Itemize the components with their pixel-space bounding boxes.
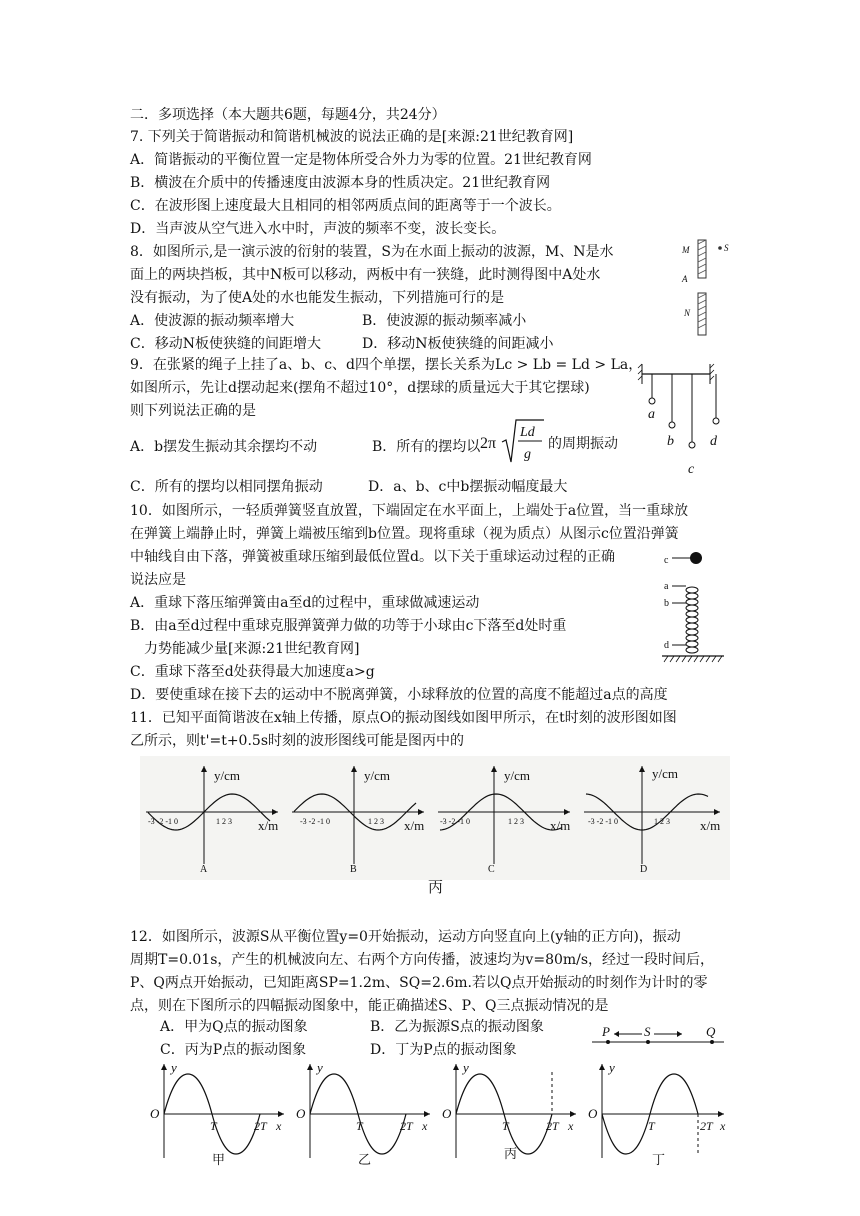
wave-graph-c xyxy=(434,760,580,880)
q10-option-b-line2: 力势能减少量[来源:21世纪教育网] xyxy=(144,641,360,657)
wave-b-ticks-pos: 1 2 3 xyxy=(368,817,384,826)
q8-option-b: B．使波源的振动频率减小 xyxy=(362,313,527,329)
graph-yi-x: x xyxy=(422,1119,428,1133)
q7-option-c: C．在波形图上速度最大且相同的相邻两质点间的距离等于一个波长。 xyxy=(130,198,561,214)
graph-jia-y: y xyxy=(171,1060,177,1075)
vibration-graphs xyxy=(146,1058,732,1168)
graph-ding-caption: 丁 xyxy=(652,1152,666,1167)
q7-option-b: B．横波在介质中的传播速度由波源本身的性质决定。21世纪教育网 xyxy=(130,175,551,191)
psq-line-figure xyxy=(588,1022,728,1052)
wave-d-ticks-pos: 1 2 3 xyxy=(654,817,670,826)
wave-graph-d xyxy=(580,760,730,880)
spring-c-label: c xyxy=(664,555,669,566)
q8-stem-line2: 面上的两块挡板，其中N板可以移动，两板中有一狭缝，此时测得图中A处水 xyxy=(130,267,601,283)
graph-bing-origin: O xyxy=(442,1106,452,1121)
wave-c-ticks-neg: -3 -2 -1 0 xyxy=(440,817,470,826)
q10-option-a: A．重球下落压缩弹簧由a至d的过程中，重球做减速运动 xyxy=(130,595,480,611)
q12-stem-line2: 周期T=0.01s，产生的机械波向左、右两个方向传播，波速均为v=80m/s，经过一段时间后， xyxy=(130,952,715,968)
graph-bing-x: x xyxy=(568,1119,574,1133)
q10-stem-line4: 说法应是 xyxy=(130,572,186,588)
q10-option-c: C．重球下落至d处获得最大加速度a>g xyxy=(130,664,375,680)
q10-option-b-line1: B．由a至d过程中重球克服弹簧弹力做的功等于小球由c下落至d处时重 xyxy=(130,618,567,634)
point-s-label: S xyxy=(644,1024,651,1039)
graph-yi-2t: 2T xyxy=(400,1119,413,1133)
q8-option-d: D．移动N板使狭缝的间距减小 xyxy=(362,336,554,352)
q12-option-a: A．甲为Q点的振动图象 xyxy=(160,1019,308,1035)
spring-figure xyxy=(658,548,730,670)
wave-b-y-label: y/cm xyxy=(364,768,390,783)
q9-stem-line3: 则下列说法正确的是 xyxy=(130,403,256,419)
graph-jia-origin: O xyxy=(150,1106,160,1121)
label-m: M xyxy=(682,245,690,255)
graph-bing-t: T xyxy=(502,1119,509,1133)
wave-d-x-label: x/m xyxy=(700,818,721,833)
graph-bing-caption: 丙 xyxy=(504,1146,518,1161)
wave-c-panel-label: C xyxy=(488,864,495,875)
wave-graph-a xyxy=(142,760,288,880)
q11-stem-line2: 乙所示，则t'=t+0.5s时刻的波形图线可能是图丙中的 xyxy=(130,733,465,749)
label-s: S xyxy=(724,243,729,253)
q8-stem-line3: 没有振动，为了使A处的水也能发生振动，下列措施可行的是 xyxy=(130,290,505,306)
wave-d-ticks-neg: -3 -2 -1 0 xyxy=(588,817,618,826)
q8-option-c: C．移动N板使狭缝的间距增大 xyxy=(130,336,321,352)
wave-a-panel-label: A xyxy=(200,864,208,875)
wave-graph-b xyxy=(288,760,434,880)
q11-caption: 丙 xyxy=(428,878,444,896)
spring-d-label: d xyxy=(664,640,669,651)
pendulum-figure xyxy=(636,358,716,480)
wave-c-x-label: x/m xyxy=(550,818,571,833)
q7-option-a: A．简谐振动的平衡位置一定是物体所受合外力为零的位置。21世纪教育网 xyxy=(130,152,592,168)
q7-stem: 7. 下列关于简谐振动和简谐机械波的说法正确的是[来源:21世纪教育网] xyxy=(130,129,574,145)
vibration-graph-jia xyxy=(150,1060,284,1167)
q9-option-c: C．所有的摆均以相同摆角振动 xyxy=(130,479,323,495)
wave-a-ticks-neg: -3 -2 -1 0 xyxy=(148,817,178,826)
q10-option-d: D．要使重球在接下去的运动中不脱离弹簧，小球释放的位置的高度不能超过a点的高度 xyxy=(130,687,668,703)
graph-yi-t: T xyxy=(356,1119,363,1133)
graph-jia-x: x xyxy=(276,1119,282,1133)
q12-option-d: D．丁为P点的振动图象 xyxy=(370,1042,517,1058)
graph-jia-2t: 2T xyxy=(254,1119,267,1133)
q10-stem-line1: 10．如图所示，一轻质弹簧竖直放置，下端固定在水平面上，上端处于a位置，当一重球放 xyxy=(130,503,689,519)
vibration-graph-ding xyxy=(588,1060,726,1167)
graph-bing-y: y xyxy=(463,1060,469,1075)
wave-b-ticks-neg: -3 -2 -1 0 xyxy=(300,817,330,826)
q10-stem-line3: 中轴线自由下落，弹簧被重球压缩到最低位置d。以下关于重球运动过程的正确 xyxy=(130,549,615,565)
spring-a-label: a xyxy=(664,581,669,592)
period-formula xyxy=(480,416,618,468)
graph-yi-caption: 乙 xyxy=(358,1152,372,1167)
q12-stem-line4: 点，则在下图所示的四幅振动图象中，能正确描述S、P、Q三点振动情况的是 xyxy=(130,998,609,1014)
formula-denominator: g xyxy=(524,447,531,462)
q8-stem-line1: 8．如图所示,是一演示波的衍射的装置，S为在水面上振动的波源，M、N是水 xyxy=(130,244,614,260)
vibration-graph-yi xyxy=(296,1060,430,1167)
graph-ding-origin: O xyxy=(588,1106,598,1121)
graph-yi-origin: O xyxy=(296,1106,306,1121)
graph-ding-y: y xyxy=(609,1060,615,1075)
spring-b-label: b xyxy=(664,598,669,609)
q12-option-b: B．乙为振源S点的振动图象 xyxy=(370,1019,544,1035)
pendulum-a-label: a xyxy=(648,407,655,422)
pendulum-d-label: d xyxy=(710,434,717,449)
q9-stem-line2: 如图所示，先让d摆动起来(摆角不超过10°，d摆球的质量远大于其它摆球) xyxy=(130,380,590,396)
graph-yi-y: y xyxy=(317,1060,323,1075)
label-n: N xyxy=(684,308,691,318)
graph-jia-t: T xyxy=(210,1119,217,1133)
q12-option-c: C．丙为P点的振动图象 xyxy=(160,1042,307,1058)
pendulum-b-label: b xyxy=(667,434,674,449)
diffraction-figure xyxy=(670,238,750,340)
wave-c-ticks-pos: 1 2 3 xyxy=(508,817,524,826)
wave-a-ticks-pos: 1 2 3 xyxy=(216,817,232,826)
q9-option-b-prefix: B．所有的摆均以 xyxy=(372,439,481,455)
graph-ding-2t: 2T xyxy=(700,1119,713,1133)
vibration-graph-bing xyxy=(442,1060,576,1161)
label-a: A xyxy=(682,274,688,284)
q11-stem-line1: 11．已知平面简谐波在x轴上传播，原点O的振动图线如图甲所示，在t时刻的波形图如图 xyxy=(130,710,677,726)
wave-d-panel-label: D xyxy=(640,864,648,875)
q10-stem-line2: 在弹簧上端静止时，弹簧上端被压缩到b位置。现将重球（视为质点）从图示c位置沿弹簧 xyxy=(130,526,679,542)
q9-stem-line1: 9．在张紧的绳子上挂了a、b、c、d四个单摆，摆长关系为Lc > Lb = Ld > La， xyxy=(130,357,643,373)
graph-jia-caption: 甲 xyxy=(212,1152,226,1167)
point-p-label: P xyxy=(602,1024,610,1039)
formula-two-pi: 2π xyxy=(480,435,497,452)
q9-option-b-suffix: 的周期振动 xyxy=(548,437,618,452)
graph-bing-2t: 2T xyxy=(546,1119,559,1133)
q8-option-a: A．使波源的振动频率增大 xyxy=(130,313,295,329)
wave-b-panel-label: B xyxy=(350,864,357,875)
q7-option-d: D．当声波从空气进入水中时，声波的频率不变，波长变长。 xyxy=(130,221,506,237)
wave-c-y-label: y/cm xyxy=(504,768,530,783)
wave-b-x-label: x/m xyxy=(404,818,425,833)
q9-option-a: A．b摆发生振动其余摆均不动 xyxy=(130,439,318,455)
q12-stem-line1: 12．如图所示，波源S从平衡位置y=0开始振动，运动方向竖直向上(y轴的正方向)，振动 xyxy=(130,929,681,945)
wave-a-x-label: x/m xyxy=(258,818,279,833)
graph-ding-t: T xyxy=(648,1119,655,1133)
section-heading: 二．多项选择（本大题共6题，每题4分，共24分） xyxy=(130,107,446,123)
formula-numerator: Ld xyxy=(520,425,535,440)
q9-option-d: D．a、b、c中b摆振动幅度最大 xyxy=(368,479,568,495)
q12-stem-line3: P、Q两点开始振动，已知距离SP=1.2m、SQ=2.6m.若以Q点开始振动的时刻作为计时的零 xyxy=(130,975,708,991)
point-q-label: Q xyxy=(706,1024,716,1039)
pendulum-c-label: c xyxy=(688,462,695,477)
wave-a-y-label: y/cm xyxy=(214,768,240,783)
graph-ding-x: x xyxy=(720,1119,726,1133)
wave-d-y-label: y/cm xyxy=(652,766,678,781)
